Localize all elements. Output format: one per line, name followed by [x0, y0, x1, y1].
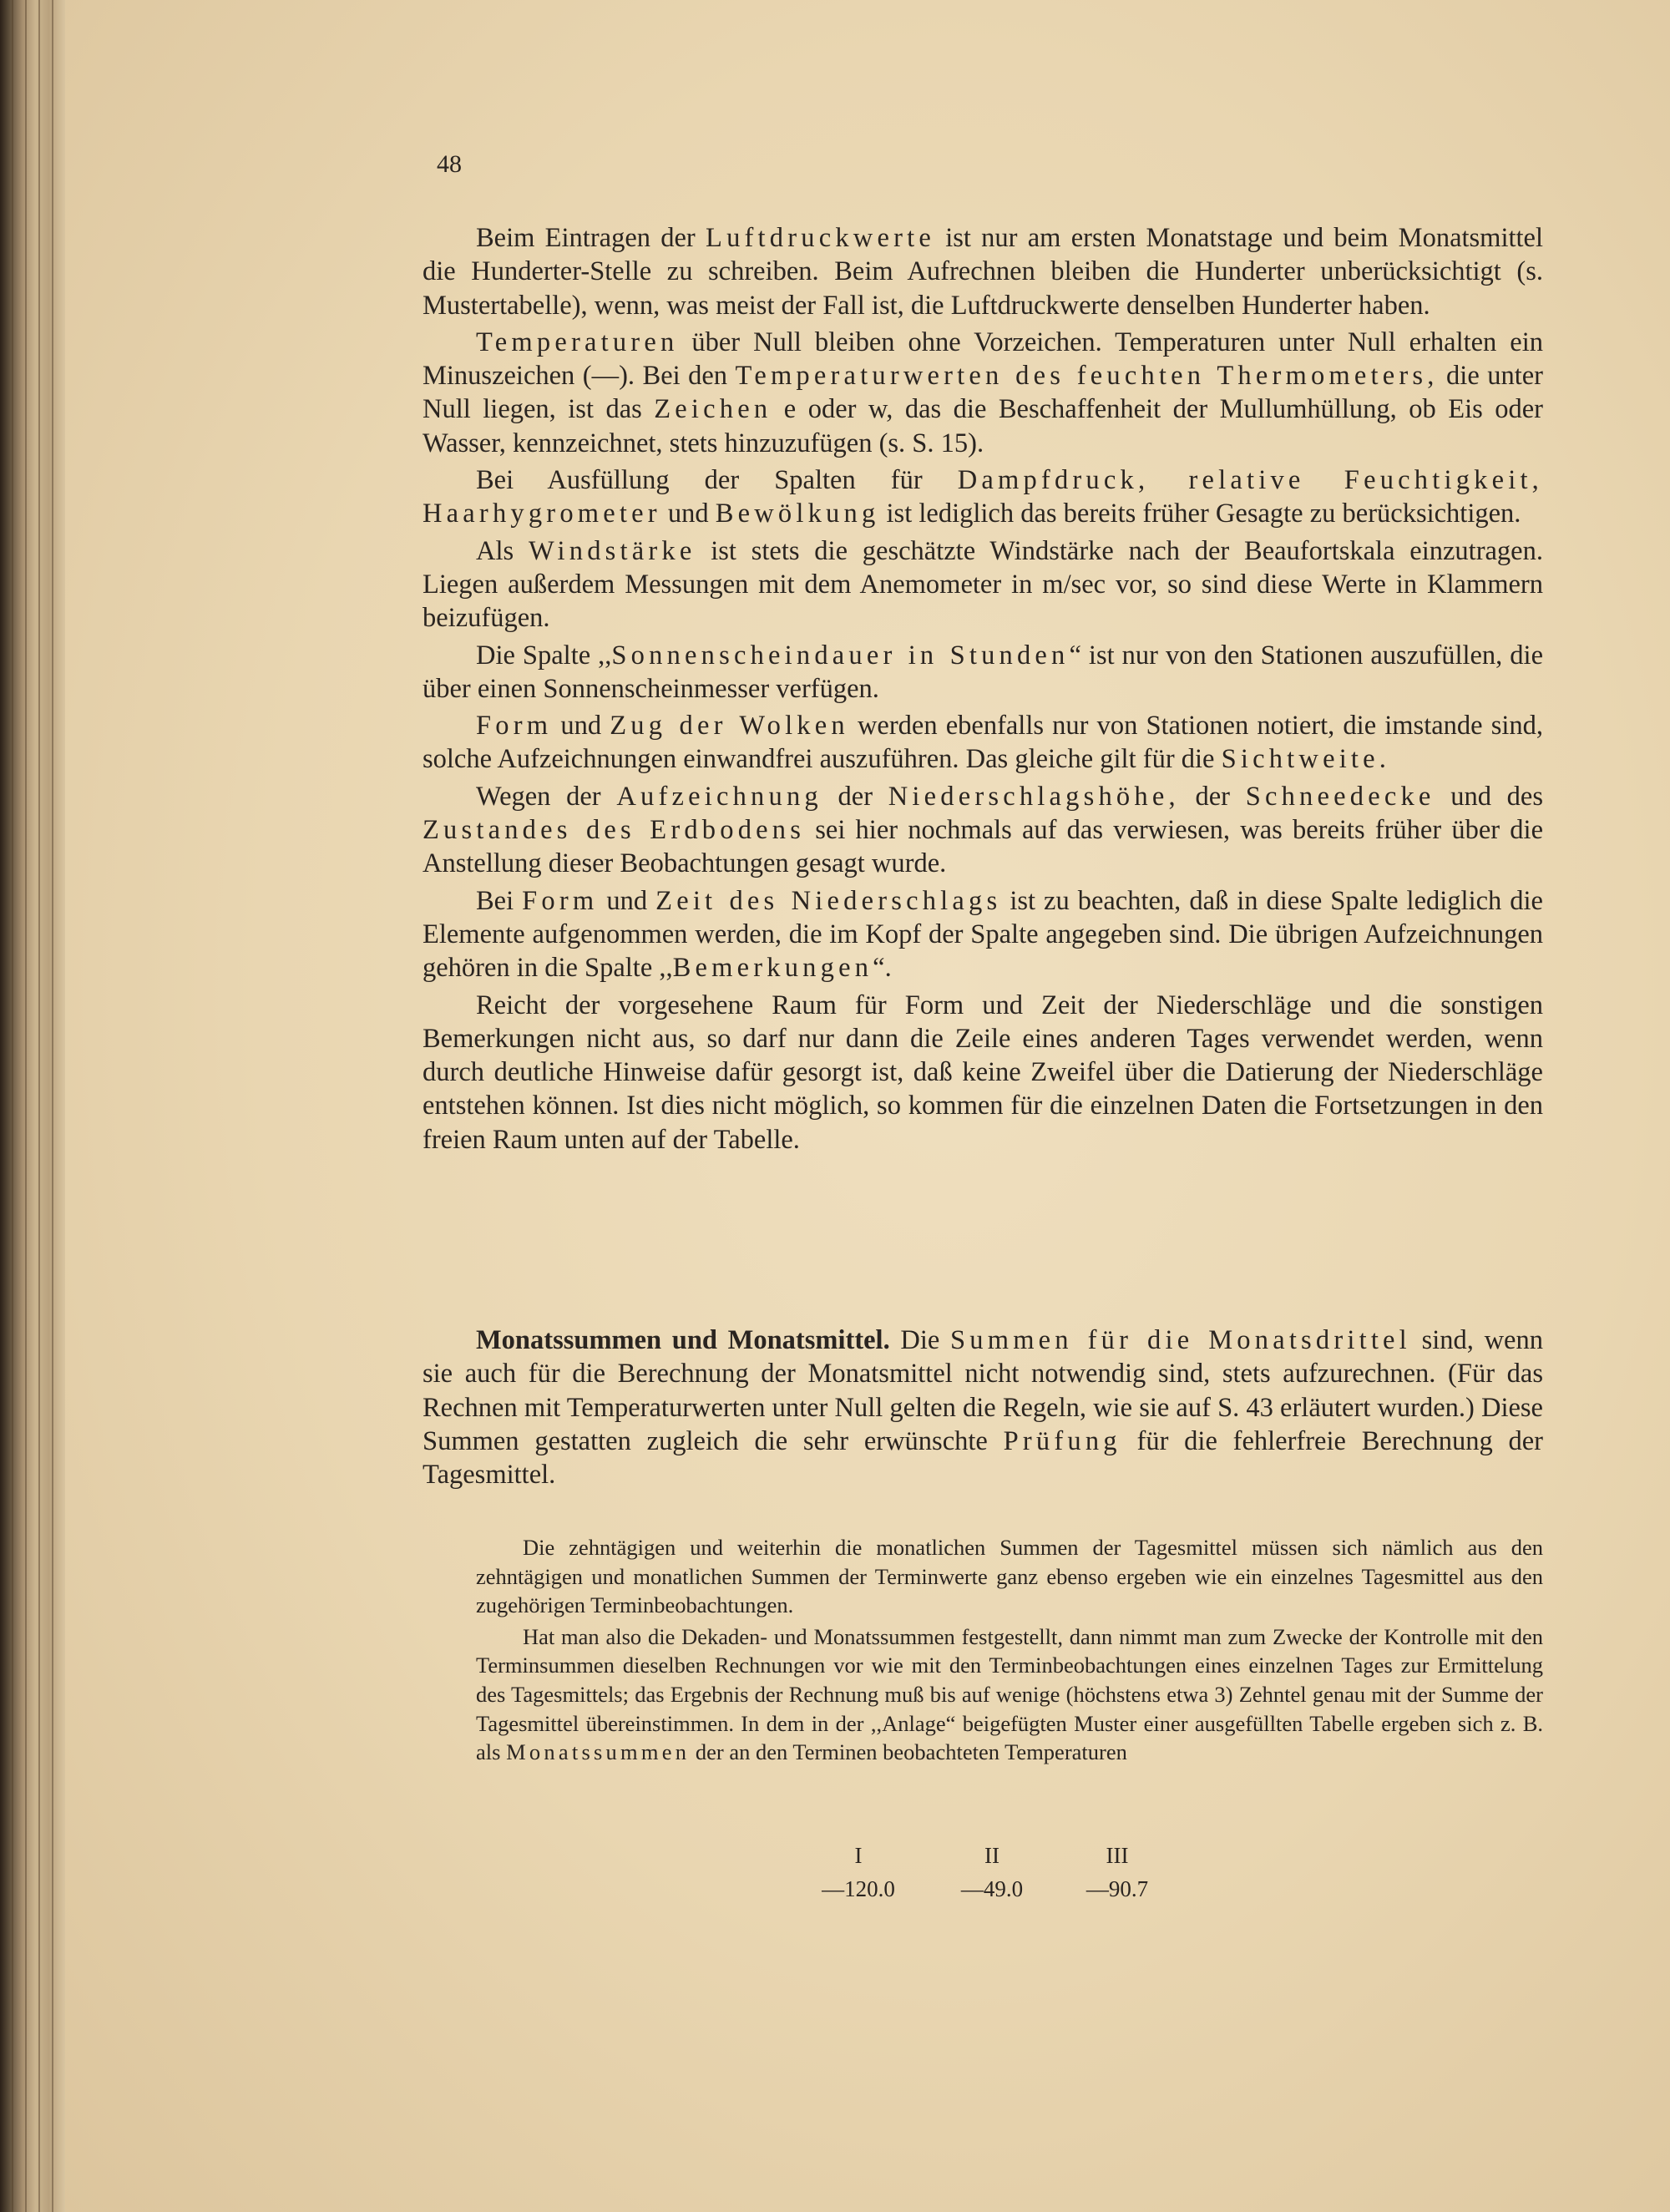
table-cell: —120.0 — [822, 1876, 895, 1901]
text-run: für die fehlerfreie Berechnung der Tagesmittel. — [423, 1425, 1543, 1491]
text-run: Die Spalte ,, — [476, 640, 612, 671]
section-paragraph — [423, 1324, 1543, 1491]
section-heading: Monatssummen und Monatsmittel. — [476, 1325, 890, 1355]
text-run: Als — [476, 535, 529, 566]
spaced-term: Niederschlagshöhe, — [888, 781, 1180, 812]
spine-edge-line — [52, 0, 53, 2212]
paragraph — [423, 780, 1543, 881]
text-run: und — [552, 711, 610, 742]
text-run: der an den Terminen beobachteten Temperaturen — [690, 1739, 1127, 1765]
text-run: werden ebenfalls nur von Stationen notiert, die imstande sind, solche Aufzeichnungen einwandfrei auszuführen. Das gleiche gilt für die — [423, 711, 1544, 775]
text-run: und — [660, 499, 716, 529]
text-run: ist zu beachten, daß in diese Spalte lediglich die Elemente aufgenommen werden, die im Kopf der Spalte angegeben sind. Die übrigen Aufzeichnungen gehören in die Spalte ,, — [423, 885, 1543, 984]
spaced-term: Temperaturwerten des feuchten Thermometers, — [735, 361, 1439, 392]
spaced-term: Form — [522, 885, 599, 916]
text-run: sei hier nochmals auf das verwiesen, was bereits früher über die Anstellung dieser Beobachtungen gesagt wurde. — [423, 815, 1543, 879]
text-run: e oder w, das die Beschaffenheit der Mullumhüllung, ob Eis oder Wasser, kennzeichnet, stets hinzuzufügen (s. S. 15). — [423, 394, 1543, 458]
spaced-term: Aufzeichnung — [616, 781, 822, 812]
table-cell: —49.0 — [960, 1876, 1024, 1901]
spaced-term: Form — [476, 711, 553, 742]
text-run: der — [822, 781, 888, 812]
text-run: Die — [889, 1325, 950, 1355]
paragraph — [423, 463, 1543, 531]
text-run: ist stets die geschätzte Windstärke nach der Beaufortskala einzutragen. Liegen außerdem Messungen mit dem Anemometer in m/sec vor, so sind diese Werte in Klammern beizufügen. — [423, 535, 1543, 634]
text-run: und des — [1435, 781, 1544, 812]
small-paragraph — [476, 1533, 1543, 1620]
text-run: “ ist nur von den Stationen auszufüllen, die über einen Sonnenscheinmesser verfügen. — [423, 640, 1544, 704]
spaced-term: Sonnenscheindauer in Stunden — [611, 640, 1070, 671]
page-number: 48 — [437, 150, 462, 178]
text-run: sind, wenn sie auch für die Berechnung der Monatsmittel nicht notwendig sind, stets aufzurechnen. (Für das Rechnen mit Temperaturwerten unter Null gelten die Regeln, wie sie auf S. 43 erläutert wurden.) Diese Summen gestatten zugleich die sehr erwünschte — [423, 1325, 1543, 1456]
spaced-term: Bewölkung — [715, 499, 880, 529]
spaced-term: Prüfung — [1003, 1425, 1121, 1456]
spaced-term: Temperaturen — [476, 326, 679, 357]
table-column-header: I — [854, 1843, 863, 1868]
spaced-term: Monatssummen — [506, 1739, 691, 1765]
section-monthly-sums — [423, 1324, 1543, 1491]
spaced-term: Windstärke — [528, 535, 696, 566]
table-column-header: II — [984, 1843, 999, 1868]
text-run: Hat man also die Dekaden- und Monatssummen festgestellt, dann nimmt man zum Zwecke der Kontrolle mit den Terminsummen dieselben Rechnungen vor wie mit den Terminbeobachtungen eines einzelnen Tages zur Ermittelung des Tagesmittels; das Ergebnis der Rechnung muß bis auf wenige (höchstens etwa 3) Zehntel genau mit der Summe der Tagesmittel übereinstimmen. In dem in der ,,Anlage“ beigefügten Muster einer ausgefüllten Tabelle ergeben sich z. B. als — [476, 1623, 1543, 1765]
spaced-term: Sichtweite. — [1221, 744, 1391, 775]
spaced-term: Zustandes des Erdbodens — [423, 815, 806, 846]
body-text — [423, 221, 1543, 1157]
text-run: Beim Eintragen der — [476, 223, 706, 253]
spaced-term: Zug der Wolken — [610, 711, 849, 742]
text-run: über Null bleiben ohne Vorzeichen. Temperaturen unter Null erhalten ein Minuszeichen (—). Bei den — [423, 326, 1543, 392]
text-run: Reicht der vorgesehene Raum für Form und Zeit der Niederschläge und die sonstigen Bemerkungen nicht aus, so darf nur dann die Zeile eines anderen Tages verwendet werden, wenn durch deutliche Hinweise dafür gesorgt ist, daß keine Zweifel über die Datierung der Niederschläge entstehen können. Ist dies nicht möglich, so kommen für die einzelnen Daten die Fortsetzungen in den freien Raum unten auf der Tabelle. — [423, 990, 1543, 1155]
paragraph — [423, 884, 1543, 985]
text-run: “. — [873, 953, 892, 984]
spaced-term: Luftdruckwerte — [706, 223, 935, 253]
paragraph — [423, 639, 1543, 706]
spaced-term: Bemerkungen — [672, 953, 873, 984]
spine-edge-line — [25, 0, 27, 2212]
paragraph — [423, 709, 1543, 777]
text-run: ist nur am ersten Monatstage und beim Monatsmittel die Hunderter-Stelle zu schreiben. Beim Aufrechnen bleiben die Hunderter unberücksichtigt (s. Mustertabelle), wenn, was meist der Fall ist, die Luftdruckwerte denselben Hunderter haben. — [423, 223, 1543, 321]
spine-edge-line — [38, 0, 40, 2212]
book-spine — [0, 0, 65, 2212]
text-run: Bei — [476, 885, 523, 916]
text-run: ist lediglich das bereits früher Gesagte zu berücksichtigen. — [879, 499, 1521, 529]
spaced-term: Schneedecke — [1245, 781, 1435, 812]
small-print-text — [476, 1533, 1543, 1767]
small-paragraph — [476, 1622, 1543, 1767]
spaced-term: Dampfdruck, relative Feuchtigkeit, Haarhygrometer — [423, 465, 1543, 529]
monthly-sums-table — [792, 1839, 1176, 1906]
text-run: Wegen der — [476, 781, 617, 812]
text-run: und — [598, 885, 656, 916]
spaced-term: Summen für die Monatsdrittel — [950, 1325, 1411, 1355]
paragraph — [423, 221, 1543, 322]
spaced-term: Zeit des Niederschlags — [655, 885, 1002, 916]
text-run: die unter Null liegen, ist das — [423, 361, 1543, 425]
table-cell: —90.7 — [1086, 1876, 1149, 1901]
paragraph — [423, 326, 1543, 460]
book-page — [65, 0, 1670, 2212]
paragraph — [423, 534, 1543, 635]
text-run: der — [1179, 781, 1246, 812]
table-column-header: III — [1106, 1843, 1129, 1868]
text-run: Bei Ausfüllung der Spalten für — [476, 465, 958, 496]
spaced-term: Zeichen — [654, 394, 772, 425]
paragraph — [423, 989, 1543, 1157]
spine-edge-line — [12, 0, 13, 2212]
text-run: Die zehntägigen und weiterhin die monatlichen Summen der Tagesmittel müssen sich nämlich aus den zehntägigen und monatlichen Summen der Terminwerte ganz ebenso ergeben wie ein einzelnes Tagesmittel aus den zugehörigen Terminbeobachtungen. — [476, 1535, 1543, 1618]
